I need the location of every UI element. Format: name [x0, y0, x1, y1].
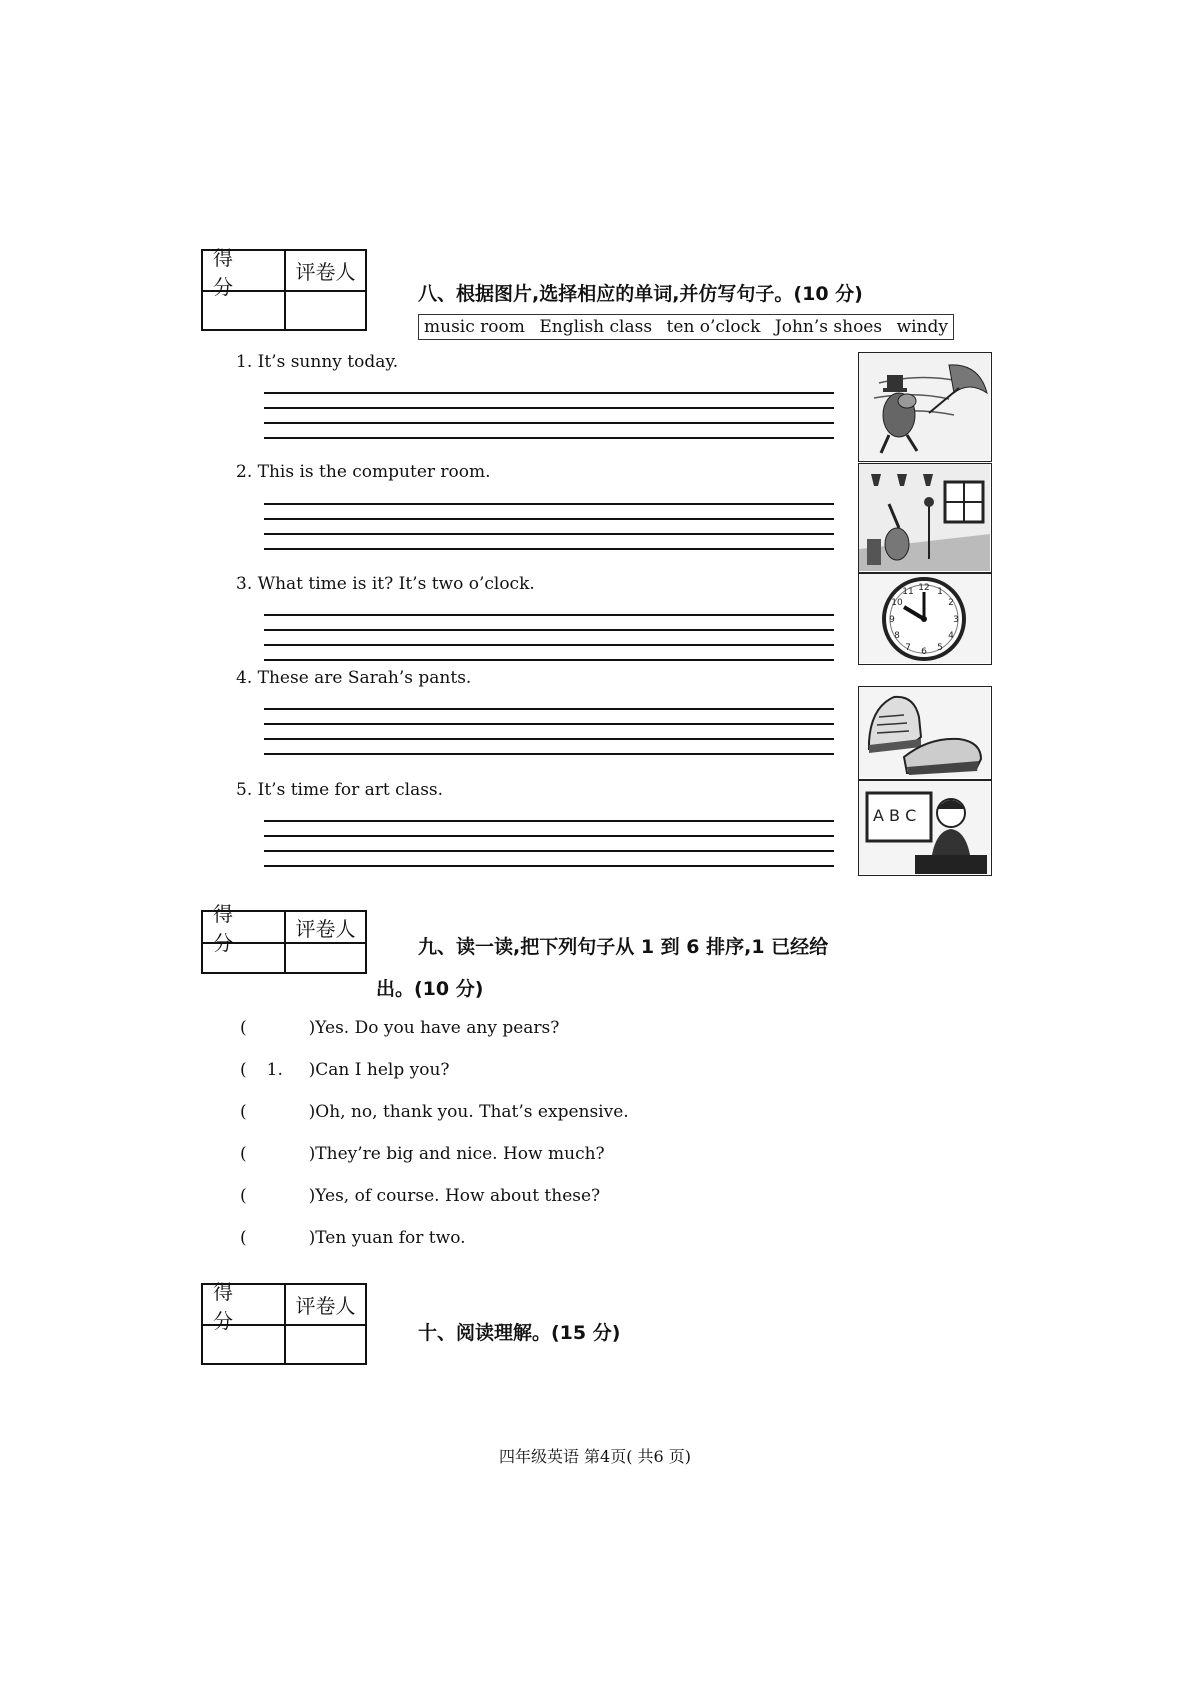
score-label: 得 分 [203, 1285, 286, 1326]
paren-close: ) [308, 1060, 316, 1080]
question-1: 1. It’s sunny today. [236, 352, 399, 372]
svg-text:8: 8 [894, 631, 900, 641]
english-class-picture [858, 780, 992, 876]
svg-text:6: 6 [921, 647, 927, 657]
paren-close: ) [308, 1144, 316, 1164]
svg-text:10: 10 [891, 598, 903, 608]
ordering-item [240, 1228, 466, 1248]
section8-title: 八、根据图片,选择相应的单词,并仿写句子。(10 分) [418, 283, 863, 305]
word-bank [418, 314, 954, 340]
grader-field[interactable] [286, 292, 365, 329]
question-2: 2. This is the computer room. [236, 462, 491, 482]
ordering-sentence: They’re big and nice. How much? [315, 1144, 605, 1164]
svg-text:1: 1 [937, 587, 943, 597]
grader-field[interactable] [286, 1326, 365, 1363]
svg-text:5: 5 [937, 643, 943, 653]
score-box-section8 [201, 245, 367, 331]
paren-close: ) [308, 1018, 316, 1038]
svg-text:4: 4 [948, 631, 954, 641]
page-footer: 四年级英语 第4页( 共6 页) [498, 1447, 692, 1466]
paren-close: ) [308, 1186, 316, 1206]
ordering-item [240, 1186, 600, 1206]
svg-text:2: 2 [948, 598, 954, 608]
ordering-item [240, 1018, 559, 1038]
score-box-section10 [201, 1279, 367, 1365]
score-field[interactable] [203, 1326, 286, 1363]
question-5: 5. It’s time for art class. [236, 780, 444, 800]
shoes-picture [858, 686, 992, 780]
svg-text:A B C: A B C [873, 806, 917, 825]
score-field[interactable] [203, 292, 286, 329]
paren-open: ( [240, 1018, 247, 1038]
word-bank-item: ten o’clock [666, 317, 761, 337]
grader-label: 评卷人 [286, 251, 365, 292]
grader-label: 评卷人 [286, 1285, 365, 1326]
score-box-section9 [201, 902, 367, 974]
paren-open: ( [240, 1228, 247, 1248]
word-bank-item: music room [424, 317, 525, 337]
grader-label: 评卷人 [286, 912, 365, 944]
order-answer[interactable]: 1. [266, 1060, 283, 1080]
svg-text:9: 9 [889, 615, 895, 625]
section9-title-line2: 出。(10 分) [376, 978, 484, 1000]
windy-picture [858, 352, 992, 462]
question-4: 4. These are Sarah’s pants. [236, 668, 472, 688]
grader-field[interactable] [286, 944, 365, 972]
score-field[interactable] [203, 944, 286, 972]
section9-title-line1: 九、读一读,把下列句子从 1 到 6 排序,1 已经给 [418, 936, 829, 958]
question-3: 3. What time is it? It’s two o’clock. [236, 574, 535, 594]
paren-open: ( [240, 1102, 247, 1122]
svg-text:12: 12 [918, 583, 930, 593]
ordering-item [240, 1144, 605, 1164]
ordering-item [240, 1102, 629, 1122]
ordering-sentence: Yes. Do you have any pears? [315, 1018, 560, 1038]
word-bank-item: English class [539, 317, 653, 337]
paren-open: ( [240, 1060, 247, 1080]
ordering-sentence: Ten yuan for two. [315, 1228, 466, 1248]
ordering-item [240, 1060, 450, 1080]
svg-text:3: 3 [953, 615, 959, 625]
score-label: 得 分 [203, 912, 286, 944]
paren-close: ) [308, 1102, 316, 1122]
svg-text:11: 11 [902, 587, 914, 597]
music-room-picture [858, 463, 992, 573]
ordering-sentence: Oh, no, thank you. That’s expensive. [315, 1102, 629, 1122]
paren-open: ( [240, 1186, 247, 1206]
section10-title: 十、阅读理解。(15 分) [418, 1322, 621, 1344]
word-bank-item: John’s shoes [774, 317, 883, 337]
ordering-sentence: Yes, of course. How about these? [315, 1186, 601, 1206]
ordering-sentence: Can I help you? [315, 1060, 450, 1080]
paren-close: ) [308, 1228, 316, 1248]
svg-text:7: 7 [905, 643, 911, 653]
score-label: 得 分 [203, 251, 286, 292]
word-bank-item: windy [896, 317, 948, 337]
ten-oclock-clock-picture [858, 573, 992, 665]
paren-open: ( [240, 1144, 247, 1164]
